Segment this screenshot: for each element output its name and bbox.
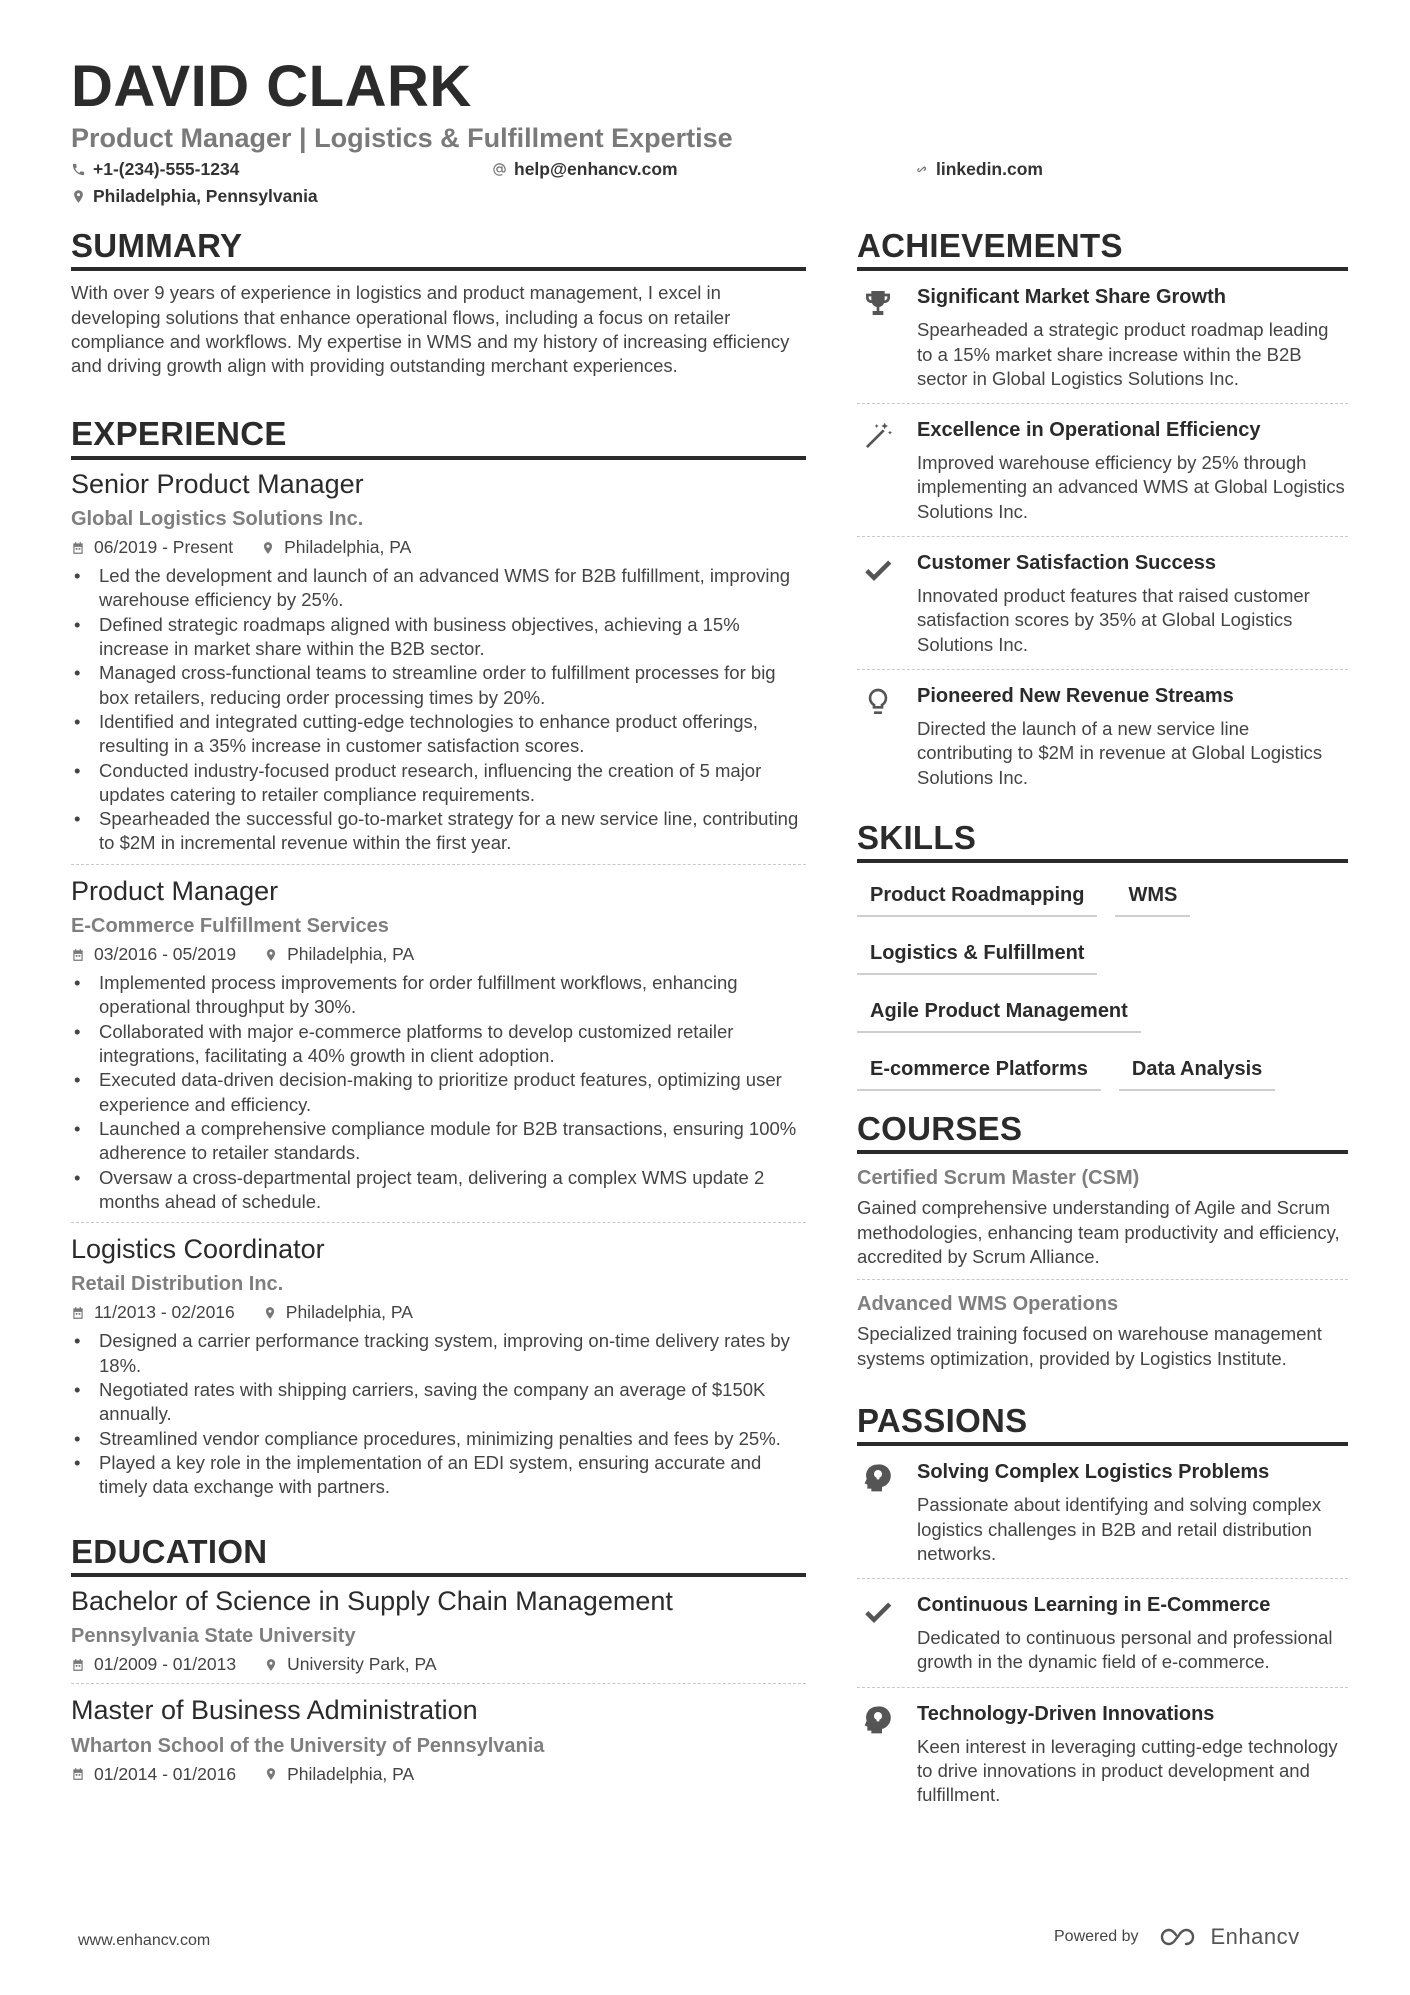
section-title-experience: EXPERIENCE — [71, 416, 806, 459]
email-text: help@enhancv.com — [514, 159, 678, 179]
education-location-text: University Park, PA — [287, 1654, 437, 1675]
calendar-icon — [71, 947, 85, 963]
job-meta — [71, 537, 806, 558]
education-location — [264, 1654, 436, 1675]
achievement-title: Significant Market Share Growth — [917, 286, 1226, 309]
skill-tag: Logistics & Fulfillment — [857, 931, 1097, 975]
at-icon — [492, 162, 507, 177]
achievement-item — [857, 404, 1348, 537]
job-location — [264, 944, 414, 965]
checkmark-icon — [862, 553, 894, 585]
achievement-text: Innovated product features that raised customer satisfaction scores by 35% at Global Logistics Solutions Inc. — [917, 585, 1310, 655]
magic-wand-icon — [862, 420, 894, 452]
education-location — [264, 1764, 414, 1785]
bullet-item: • Led the development and launch of an advanced WMS for B2B fulfillment, improving warehouse efficiency by 25%. — [71, 564, 806, 613]
headline: Product Manager | Logistics & Fulfillment Expertise — [71, 123, 733, 153]
education-entry — [71, 1585, 806, 1684]
lightbulb-icon — [862, 686, 894, 718]
section-title-skills: SKILLS — [857, 820, 1348, 863]
powered-by-text: Powered by — [1054, 1928, 1139, 1945]
achievement-item — [857, 271, 1348, 404]
location-pin-icon — [263, 1305, 277, 1321]
bullet-item: • Streamlined vendor compliance procedures, minimizing penalties and fees by 25%. — [71, 1427, 806, 1451]
trophy-icon — [862, 287, 894, 319]
job-location-text: Philadelphia, PA — [287, 944, 415, 965]
contact-phone[interactable] — [71, 161, 239, 179]
phone-icon — [71, 162, 86, 177]
left-column — [71, 228, 806, 1803]
bullet-item: • Launched a comprehensive compliance module for B2B transactions, ensuring 100% adherence to retailer standards. — [71, 1117, 806, 1166]
passion-item — [857, 1688, 1348, 1820]
company-name: Global Logistics Solutions Inc. — [71, 508, 364, 531]
calendar-icon — [71, 1766, 85, 1782]
calendar-icon — [71, 1305, 85, 1321]
bullet-item: • Negotiated rates with shipping carriers, saving the company an average of $150K annually. — [71, 1378, 806, 1427]
brand-name: Enhancv — [1210, 1924, 1300, 1949]
passion-title: Solving Complex Logistics Problems — [917, 1461, 1270, 1484]
head-brain-icon — [862, 1704, 894, 1736]
skill-tag: WMS — [1115, 873, 1190, 917]
job-title: Senior Product Manager — [71, 468, 364, 499]
course-text: Gained comprehensive understanding of Agile and Scrum methodologies, enhancing team productivity and efficiency, accredited by Scrum Alliance. — [857, 1197, 1340, 1268]
section-title-summary: SUMMARY — [71, 228, 806, 271]
course-item — [857, 1280, 1348, 1381]
education-dates — [71, 1764, 236, 1785]
education-section — [71, 1534, 806, 1793]
courses-section — [857, 1111, 1348, 1381]
location-pin-icon — [264, 1766, 278, 1782]
checkmark-icon — [862, 1595, 894, 1627]
bullet-item: • Executed data-driven decision-making to prioritize product features, optimizing user experience and efficiency. — [71, 1068, 806, 1117]
head-brain-icon — [862, 1462, 894, 1494]
degree-title: Bachelor of Science in Supply Chain Management — [71, 1585, 673, 1616]
job-entry — [71, 468, 806, 865]
passion-text: Keen interest in leveraging cutting-edge technology to drive innovations in product development and fulfillment. — [917, 1735, 1338, 1806]
bullet-item: • Conducted industry-focused product research, influencing the creation of 5 major updates catering to retailer compliance requirements. — [71, 759, 806, 808]
phone-text: +1-(234)-555-1234 — [93, 159, 240, 179]
course-title: Certified Scrum Master (CSM) — [857, 1167, 1140, 1190]
section-title-courses: COURSES — [857, 1111, 1348, 1154]
passion-title: Continuous Learning in E-Commerce — [917, 1594, 1271, 1617]
education-entry — [71, 1694, 806, 1792]
job-location — [261, 537, 411, 558]
achievement-text: Spearheaded a strategic product roadmap leading to a 15% market share increase within the B2B sector in Global Logistics Solutions Inc. — [917, 319, 1329, 389]
job-location-text: Philadelphia, PA — [285, 1302, 413, 1323]
bullet-item: • Spearheaded the successful go-to-market strategy for a new service line, contributing to $2M in incremental revenue within the first year. — [71, 807, 806, 856]
section-title-passions: PASSIONS — [857, 1403, 1348, 1446]
job-title: Logistics Coordinator — [71, 1234, 325, 1265]
calendar-icon — [71, 1657, 85, 1673]
section-title-achievements: ACHIEVEMENTS — [857, 228, 1348, 271]
job-location — [263, 1302, 413, 1323]
job-dates — [71, 537, 233, 558]
achievement-text: Improved warehouse efficiency by 25% through implementing an advanced WMS at Global Logistics Solutions Inc. — [917, 452, 1345, 522]
right-column — [857, 228, 1348, 1820]
job-entry — [71, 1233, 806, 1507]
location-pin-icon — [71, 189, 86, 204]
job-entry — [71, 875, 806, 1223]
skill-tag: Agile Product Management — [857, 989, 1141, 1033]
achievement-title: Customer Satisfaction Success — [917, 552, 1216, 575]
job-dates-text: 03/2016 - 05/2019 — [94, 944, 237, 965]
education-dates-text: 01/2009 - 01/2013 — [94, 1654, 237, 1675]
job-dates — [71, 944, 236, 965]
section-title-education: EDUCATION — [71, 1534, 806, 1577]
bullet-item: • Identified and integrated cutting-edge technologies to enhance product offerings, resulting in a 35% increase in customer satisfaction scores. — [71, 710, 806, 759]
footer-branding[interactable] — [1054, 1924, 1300, 1950]
achievement-item — [857, 670, 1348, 802]
calendar-icon — [71, 540, 85, 556]
achievement-text: Directed the launch of a new service line contributing to $2M in revenue at Global Logistics Solutions Inc. — [917, 717, 1323, 788]
brand-logo — [1157, 1924, 1300, 1950]
skills-list — [857, 863, 1348, 1105]
education-location-text: Philadelphia, PA — [287, 1763, 415, 1784]
infinity-logo-icon — [1157, 1925, 1203, 1949]
bullet-item: • Managed cross-functional teams to streamline order to fulfillment processes for big box retailers, reducing order processing times by 20%. — [71, 661, 806, 710]
skill-tag: E-commerce Platforms — [857, 1047, 1101, 1091]
course-title: Advanced WMS Operations — [857, 1293, 1119, 1316]
job-title: Product Manager — [71, 875, 279, 906]
education-meta — [71, 1764, 806, 1785]
achievement-title: Pioneered New Revenue Streams — [917, 684, 1234, 707]
job-dates-text: 06/2019 - Present — [94, 537, 234, 558]
location-pin-icon — [264, 947, 278, 963]
bullet-item: • Collaborated with major e-commerce platforms to develop customized retailer integrations, facilitating a 40% growth in client adoption. — [71, 1020, 806, 1069]
footer-website[interactable]: www.enhancv.com — [78, 1932, 211, 1949]
degree-title: Master of Business Administration — [71, 1695, 478, 1726]
passion-item — [857, 1446, 1348, 1579]
passion-text: Dedicated to continuous personal and professional growth in the dynamic field of e-commerce. — [917, 1627, 1333, 1673]
contact-location — [71, 188, 318, 206]
achievement-title: Excellence in Operational Efficiency — [917, 419, 1261, 442]
passion-title: Technology-Driven Innovations — [917, 1702, 1215, 1725]
location-pin-icon — [261, 540, 275, 556]
skill-tag: Data Analysis — [1119, 1047, 1275, 1091]
bullet-item: • Defined strategic roadmaps aligned with business objectives, achieving a 15% increase in market share within the B2B sector. — [71, 613, 806, 662]
job-dates — [71, 1302, 235, 1323]
achievements-section — [857, 228, 1348, 802]
link-icon — [914, 162, 929, 177]
education-dates — [71, 1654, 236, 1675]
summary-section — [71, 228, 806, 378]
school-name: Wharton School of the University of Pennsylvania — [71, 1734, 545, 1757]
education-dates-text: 01/2014 - 01/2016 — [94, 1763, 237, 1784]
course-text: Specialized training focused on warehouse management systems optimization, provided by Logistics Institute. — [857, 1323, 1322, 1369]
skill-tag: Product Roadmapping — [857, 873, 1097, 917]
contact-linkedin[interactable] — [914, 161, 1043, 179]
achievement-item — [857, 537, 1348, 670]
bullet-item: • Implemented process improvements for order fulfillment workflows, enhancing operational throughput by 30%. — [71, 971, 806, 1020]
passions-section — [857, 1403, 1348, 1820]
location-text: Philadelphia, Pennsylvania — [93, 186, 318, 206]
job-dates-text: 11/2013 - 02/2016 — [94, 1302, 235, 1323]
company-name: E-Commerce Fulfillment Services — [71, 915, 389, 938]
bullet-item: • Oversaw a cross-departmental project team, delivering a complex WMS update 2 months ahead of schedule. — [71, 1166, 806, 1215]
bullet-item: • Played a key role in the implementation of an EDI system, ensuring accurate and timely data exchange with partners. — [71, 1451, 806, 1500]
job-bullets — [71, 971, 806, 1214]
linkedin-text: linkedin.com — [936, 159, 1043, 179]
skills-section — [857, 820, 1348, 1105]
location-pin-icon — [264, 1657, 278, 1673]
passion-item — [857, 1579, 1348, 1688]
education-meta — [71, 1654, 806, 1675]
job-meta — [71, 1302, 806, 1323]
company-name: Retail Distribution Inc. — [71, 1273, 284, 1296]
course-item — [857, 1154, 1348, 1280]
job-bullets — [71, 564, 806, 856]
school-name: Pennsylvania State University — [71, 1625, 356, 1648]
passion-text: Passionate about identifying and solving complex logistics challenges in B2B and retail distribution networks. — [917, 1494, 1322, 1564]
summary-text: With over 9 years of experience in logistics and product management, I excel in developing solutions that enhance operational flows, including a focus on retailer compliance and workflows. My expertise in WMS and my history of increasing efficiency and driving growth align with providing outstanding merchant experiences. — [71, 282, 790, 377]
experience-section — [71, 416, 806, 1507]
contact-email[interactable] — [492, 161, 678, 179]
job-meta — [71, 944, 806, 965]
candidate-name: DAVID CLARK — [71, 54, 472, 119]
job-location-text: Philadelphia, PA — [284, 537, 412, 558]
job-bullets — [71, 1329, 806, 1499]
bullet-item: • Designed a carrier performance tracking system, improving on-time delivery rates by 18%. — [71, 1329, 806, 1378]
